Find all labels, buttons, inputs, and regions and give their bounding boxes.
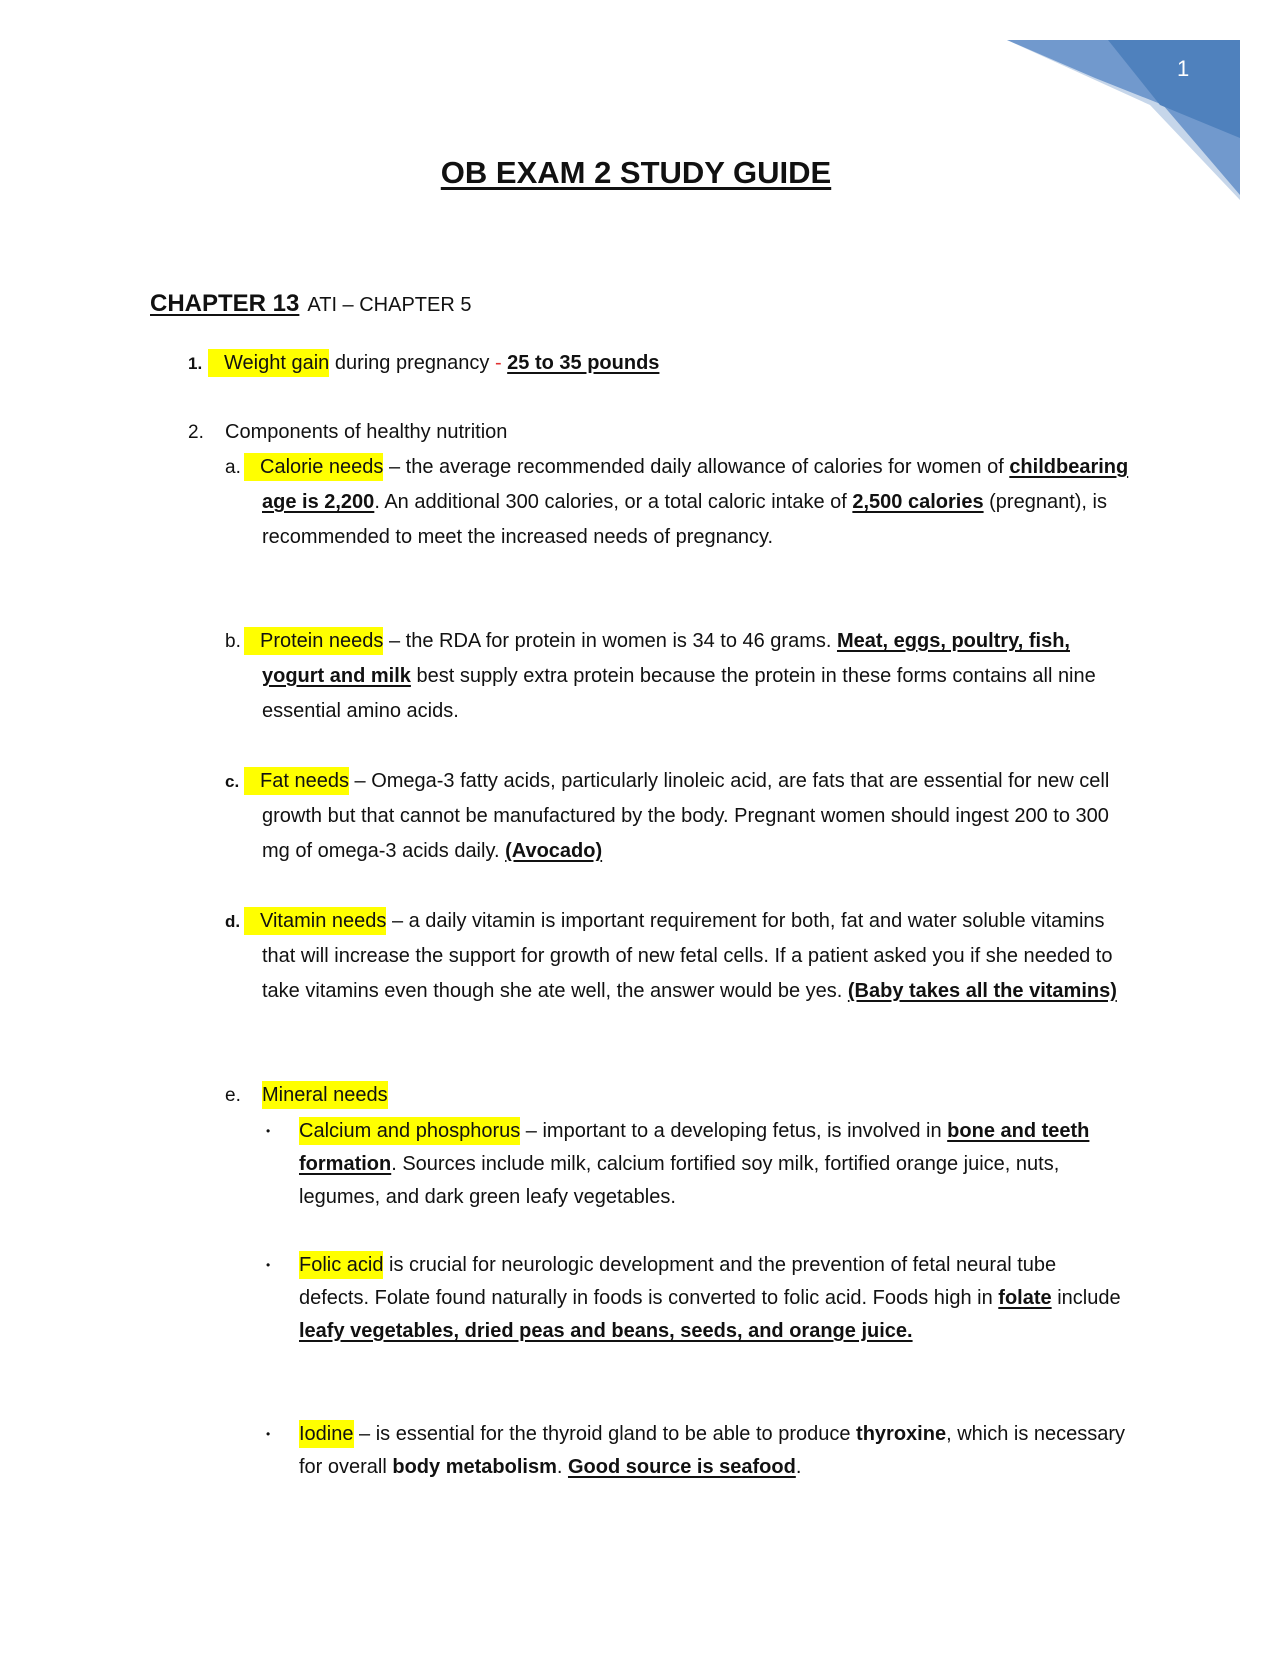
emphasis: Meat, eggs, poultry, fish, yogurt and milk	[262, 630, 1070, 687]
highlight: Protein needs	[244, 627, 383, 655]
text: . An additional 300 calories, or a total caloric intake of	[374, 491, 853, 513]
calorie-needs-paragraph	[262, 450, 1132, 555]
text: include	[1051, 1287, 1121, 1309]
text: .	[556, 1456, 568, 1478]
folic-acid-bullet	[299, 1249, 1129, 1348]
chapter-subtitle: ATI – CHAPTER 5	[307, 294, 472, 316]
highlight: Iodine	[299, 1420, 354, 1448]
emphasis: (Avocado)	[505, 840, 603, 862]
emphasis: (Baby takes all the vitamins)	[847, 980, 1117, 1002]
emphasis: childbearing age is 2,200	[262, 456, 1129, 513]
highlight: Calorie needs	[244, 453, 383, 481]
calcium-bullet	[299, 1115, 1129, 1214]
text: best supply extra protein because the protein in these forms contains all nine essential amino acids.	[262, 665, 1096, 722]
sub-e-label: e.	[225, 1085, 241, 1106]
highlight: Folic acid	[299, 1251, 383, 1279]
text: .	[795, 1456, 802, 1478]
protein-needs-paragraph	[262, 624, 1132, 729]
bullet-icon: •	[266, 1427, 271, 1441]
text: during pregnancy	[329, 352, 495, 374]
emphasis: leafy vegetables, dried peas and beans, seeds, and orange juice.	[299, 1320, 913, 1342]
chapter-number: CHAPTER 13	[150, 290, 300, 317]
emphasis: 2,500 calories	[852, 491, 984, 513]
bold-term: body metabolism	[392, 1456, 557, 1478]
fat-needs-paragraph	[262, 764, 1132, 869]
bullet-icon: •	[266, 1124, 271, 1138]
bullet-icon: •	[266, 1258, 271, 1272]
sub-a-label: a.	[225, 457, 241, 478]
item-2-number: 2.	[188, 422, 204, 443]
text: – is essential for the thyroid gland to be able to produce	[353, 1423, 857, 1445]
document-title: OB EXAM 2 STUDY GUIDE	[440, 155, 832, 190]
item-1-weight-gain	[208, 346, 1108, 381]
text: , which is necessary for overall	[299, 1423, 1126, 1478]
highlight: Weight gain	[208, 349, 329, 377]
text: – the average recommended daily allowance of calories for women of	[383, 456, 1010, 478]
emphasis: bone and teeth formation	[299, 1120, 1090, 1175]
highlight: Mineral needs	[262, 1081, 388, 1109]
item-2-heading: Components of healthy nutrition	[225, 421, 508, 443]
text: – important to a developing fetus, is involved in	[520, 1120, 948, 1142]
sub-b-label: b.	[225, 631, 241, 652]
item-1-number: 1.	[188, 354, 203, 373]
sub-c-label: c.	[225, 772, 240, 791]
red-dash: -	[494, 352, 502, 374]
emphasis: Good source is seafood	[567, 1456, 796, 1478]
text: – a daily vitamin is important requirement for both, fat and water soluble vitamins that will increase the support for growth of new fetal cells. If a patient asked you if she needed to take vitamins even though she ate well, the answer would be yes.	[262, 910, 1113, 1002]
mineral-needs-heading	[262, 1078, 388, 1113]
vitamin-needs-paragraph	[262, 904, 1132, 1009]
highlight: Fat needs	[244, 767, 349, 795]
sub-d-label: d.	[225, 912, 241, 931]
iodine-bullet	[299, 1418, 1129, 1484]
emphasis: 25 to 35 pounds	[507, 352, 660, 374]
chapter-heading	[150, 290, 472, 318]
highlight: Calcium and phosphorus	[299, 1117, 520, 1145]
text: (pregnant), is recommended to meet the increased needs of pregnancy.	[262, 491, 1107, 548]
text: – the RDA for protein in women is 34 to 46 grams.	[383, 630, 837, 652]
text: is crucial for neurologic development and the prevention of fetal neural tube defects. Folate found naturally in foods is converted to folic acid. Foods high in	[299, 1254, 1057, 1309]
highlight: Vitamin needs	[244, 907, 386, 935]
page-number: 1	[1177, 56, 1190, 81]
bold-term: thyroxine	[856, 1423, 947, 1445]
emphasis: folate	[998, 1287, 1052, 1309]
text: – Omega-3 fatty acids, particularly linoleic acid, are fats that are essential for new cell growth but that cannot be manufactured by the body. Pregnant women should ingest 200 to 300 mg of omega-3 acids daily.	[262, 770, 1110, 862]
text: . Sources include milk, calcium fortified soy milk, fortified orange juice, nuts, legumes, and dark green leafy vegetables.	[299, 1153, 1060, 1208]
